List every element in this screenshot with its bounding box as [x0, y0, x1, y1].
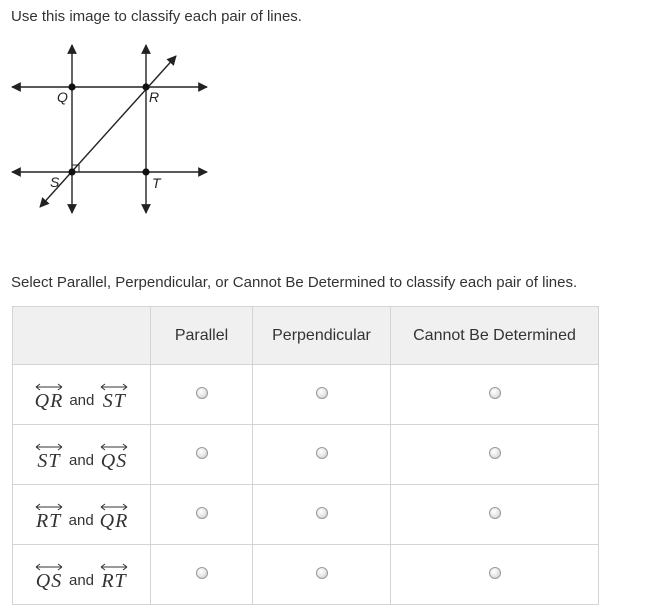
point-t	[142, 168, 149, 175]
radio-perpendicular-row-2[interactable]	[316, 447, 328, 459]
header-cannot-be-determined: Cannot Be Determined	[391, 307, 599, 365]
select-instruction: Select Parallel, Perpendicular, or Cannot Be Determined to classify each pair of lines.	[11, 274, 578, 291]
radio-cell-perpendicular	[253, 545, 391, 605]
table-row	[13, 485, 599, 545]
radio-cell-parallel	[151, 425, 253, 485]
pair-cell	[13, 425, 151, 485]
table-row	[13, 425, 599, 485]
radio-parallel-row-4[interactable]	[196, 567, 208, 579]
line-symbol	[35, 563, 63, 591]
table-row	[13, 545, 599, 605]
radio-cell-parallel	[151, 365, 253, 425]
label-s: S	[50, 174, 60, 190]
pair-cell	[13, 365, 151, 425]
point-q	[68, 83, 75, 90]
radio-perpendicular-row-3[interactable]	[316, 507, 328, 519]
line-symbol	[35, 383, 64, 411]
geometry-figure	[0, 35, 230, 220]
header-parallel: Parallel	[151, 307, 253, 365]
table-header-row	[13, 307, 599, 365]
and-label: and	[69, 392, 95, 409]
radio-parallel-row-3[interactable]	[196, 507, 208, 519]
line-1: RT	[35, 510, 62, 532]
line-symbol	[35, 443, 63, 471]
radio-cannot-be-determined-row-1[interactable]	[489, 387, 501, 399]
classification-table	[12, 306, 599, 605]
radio-cell-perpendicular	[253, 485, 391, 545]
line-symbol	[100, 443, 128, 471]
radio-cell-perpendicular	[253, 425, 391, 485]
label-t: T	[152, 175, 161, 191]
line-symbol	[100, 563, 128, 591]
radio-cell-cannot-be-determined	[391, 545, 599, 605]
radio-parallel-row-1[interactable]	[196, 387, 208, 399]
radio-cell-cannot-be-determined	[391, 365, 599, 425]
point-s	[68, 168, 75, 175]
line-1: QS	[35, 570, 63, 592]
line-2: RT	[101, 570, 127, 592]
line-symbol	[100, 503, 129, 531]
radio-cannot-be-determined-row-2[interactable]	[489, 447, 501, 459]
header-perpendicular: Perpendicular	[253, 307, 391, 365]
radio-cell-perpendicular	[253, 365, 391, 425]
radio-parallel-row-2[interactable]	[196, 447, 208, 459]
label-r: R	[149, 89, 160, 105]
radio-cell-parallel	[151, 485, 253, 545]
and-label: and	[68, 572, 95, 589]
line-1: ST	[37, 450, 61, 472]
line-symbol	[100, 383, 128, 411]
line-2: ST	[102, 390, 126, 412]
line-2: QS	[100, 450, 128, 472]
instruction-text: Use this image to classify each pair of lines.	[11, 8, 302, 25]
line-1: QR	[34, 390, 64, 412]
radio-cannot-be-determined-row-4[interactable]	[489, 567, 501, 579]
radio-cannot-be-determined-row-3[interactable]	[489, 507, 501, 519]
line-2: QR	[99, 510, 129, 532]
pair-cell	[13, 545, 151, 605]
and-label: and	[68, 452, 95, 469]
line-symbol	[35, 503, 63, 531]
table-row	[13, 365, 599, 425]
radio-perpendicular-row-4[interactable]	[316, 567, 328, 579]
lines-diagram	[0, 35, 230, 220]
radio-cell-cannot-be-determined	[391, 485, 599, 545]
pair-cell	[13, 485, 151, 545]
label-q: Q	[57, 89, 68, 105]
radio-cell-parallel	[151, 545, 253, 605]
radio-cell-cannot-be-determined	[391, 425, 599, 485]
and-label: and	[68, 512, 94, 529]
header-pair	[13, 307, 151, 365]
radio-perpendicular-row-1[interactable]	[316, 387, 328, 399]
